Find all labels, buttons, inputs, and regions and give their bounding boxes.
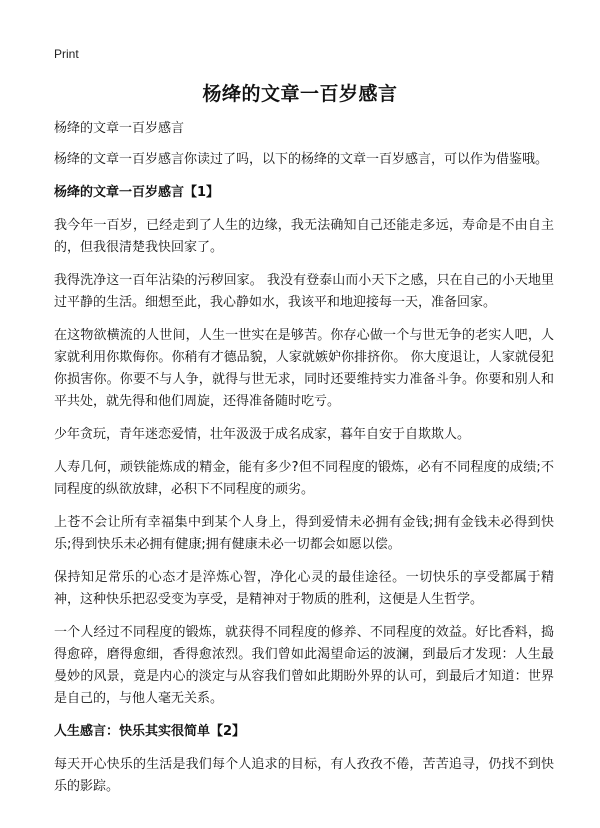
article-subtitle: 杨绛的文章一百岁感言 [54, 121, 185, 136]
paragraph: 每天开心快乐的生活是我们每个人追求的目标，有人孜孜不倦，苦苦追寻，仍找不到快乐的影踪。 [54, 757, 554, 794]
section-heading-1: 杨绛的文章一百岁感言【1】 [54, 185, 220, 200]
paragraph: 少年贪玩，青年迷恋爱情，壮年汲汲于成名成家，暮年自安于自欺欺人。 [54, 427, 471, 442]
article-body [54, 118, 554, 809]
section-heading-2: 人生感言：快乐其实很简单【2】 [54, 724, 246, 739]
paragraph: 一个人经过不同程度的锻炼，就获得不同程度的修养、不同程度的效益。好比香料，捣得愈碎，磨得愈细，香得愈浓烈。我们曾如此渴望命运的波澜，到最后才发现：人生最曼妙的风景，竟是内心的淡定与从容我们曾如此期盼外界的认可，到最后才知道：世界是自己的，与他人毫无关系。 [54, 625, 554, 706]
paragraph: 上苍不会让所有幸福集中到某个人身上，得到爱情未必拥有金钱;拥有金钱未必得到快乐;得到快乐未必拥有健康;拥有健康未必一切都会如愿以偿。 [54, 515, 554, 552]
paragraph: 在这物欲横流的人世间，人生一世实在是够苦。你存心做一个与世无争的老实人吧，人家就利用你欺侮你。你稍有才德品貌，人家就嫉妒你排挤你。 你大度退让，人家就侵犯你损害你。你要不与人争，就得与世无求，同时还要维持实力准备斗争。你要和别人和平共处，就先得和他们周旋，还得准备随时吃亏。 [54, 328, 554, 409]
paragraph: 保持知足常乐的心态才是淬炼心智，净化心灵的最佳途径。一切快乐的享受都属于精神，这种快乐把忍受变为享受，是精神对于物质的胜利，这便是人生哲学。 [54, 570, 554, 607]
article-intro: 杨绛的文章一百岁感言你读过了吗，以下的杨绛的文章一百岁感言，可以作为借鉴哦。 [54, 152, 549, 167]
paragraph: 人寿几何，顽铁能炼成的精金，能有多少?但不同程度的锻炼，必有不同程度的成绩;不同程度的纵欲放肆，必积下不同程度的顽劣。 [54, 460, 554, 497]
paragraph: 我得洗净这一百年沾染的污秽回家。 我没有登泰山而小天下之感，只在自己的小天地里过平静的生活。细想至此，我心静如水，我该平和地迎接每一天，准备回家。 [54, 273, 554, 310]
print-link[interactable]: Print [54, 47, 79, 61]
paragraph: 我今年一百岁，已经走到了人生的边缘，我无法确知自己还能走多远，寿命是不由自主的，但我很清楚我快回家了。 [54, 218, 554, 255]
page-title: 杨绛的文章一百岁感言 [202, 83, 398, 105]
